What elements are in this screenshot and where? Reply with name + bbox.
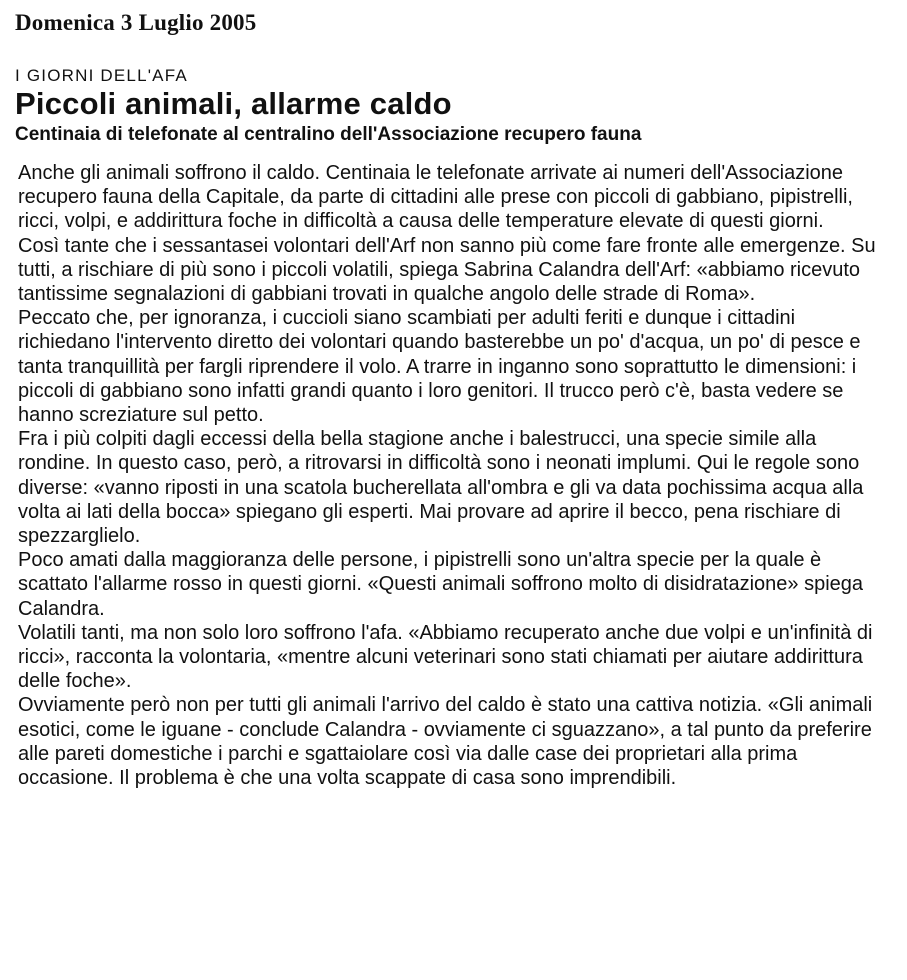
article-paragraph: Ovviamente però non per tutti gli animali l'arrivo del caldo è stato una cattiva notizia. «Gli animali esotici, come le iguane - conclude Calandra - ovviamente ci sguazzano», a tal punto da preferire alle pareti domestiche i parchi e sgattaiolare così via dalle case dei proprietari alla prima occasione. Il problema è che una volta scappate di casa sono imprendibili. — [18, 694, 873, 790]
article — [15, 66, 895, 790]
article-kicker: I GIORNI DELL'AFA — [15, 66, 188, 85]
article-paragraph: Così tante che i sessantasei volontari dell'Arf non sanno più come fare fronte alle emergenze. Su tutti, a rischiare di più sono i piccoli volatili, spiega Sabrina Calandra dell'Arf: «abbiamo ricevuto tantissime segnalazioni di gabbiani trovati in qualche angolo delle strade di Roma». — [18, 234, 876, 306]
article-body — [18, 161, 878, 790]
article-paragraph: Anche gli animali soffrono il caldo. Centinaia le telefonate arrivate ai numeri dell'Associazione recupero fauna della Capitale, da parte di cittadini alle prese con piccoli di gabbiano, pipistrelli, ricci, volpi, e addirittura foche in difficoltà a causa delle temperature elevate di questi giorni. — [18, 162, 853, 233]
article-paragraph: Fra i più colpiti dagli eccessi della bella stagione anche i balestrucci, una specie simile alla rondine. In questo caso, però, a ritrovarsi in difficoltà sono i neonati implumi. Qui le regole sono diverse: «vanno riposti in una scatola bucherellata all'ombra e gli va data pochissima acqua alla volta ai lati della bocca» spiegano gli esperti. Mai provare ad aprire il becco, pena rischiare di spezzarglielo. — [18, 428, 864, 548]
article-headline: Piccoli animali, allarme caldo — [15, 86, 452, 121]
article-paragraph: Volatili tanti, ma non solo loro soffrono l'afa. «Abbiamo recuperato anche due volpi e un'infinità di ricci», racconta la volontaria, «mentre alcuni veterinari sono stati chiamati per aiutare addirittura delle foche». — [18, 621, 873, 693]
publication-date: Domenica 3 Luglio 2005 — [15, 10, 257, 35]
article-subheadline: Centinaia di telefonate al centralino dell'Associazione recupero fauna — [15, 124, 642, 145]
article-paragraph: Poco amati dalla maggioranza delle persone, i pipistrelli sono un'altra specie per la quale è scattato l'allarme rosso in questi giorni. «Questi animali soffrono molto di disidratazione» spiega Calandra. — [18, 549, 863, 620]
article-paragraph: Peccato che, per ignoranza, i cuccioli siano scambiati per adulti feriti e dunque i cittadini richiedano l'intervento diretto dei volontari quando basterebbe un po' d'acqua, un po' di pesce e tanta tranquillità per fargli riprendere il volo. A trarre in inganno sono soprattutto le dimensioni: i piccoli di gabbiano sono infatti grandi quanto i loro genitori. Il trucco però c'è, basta vedere se hanno screziature sul petto. — [18, 307, 861, 427]
